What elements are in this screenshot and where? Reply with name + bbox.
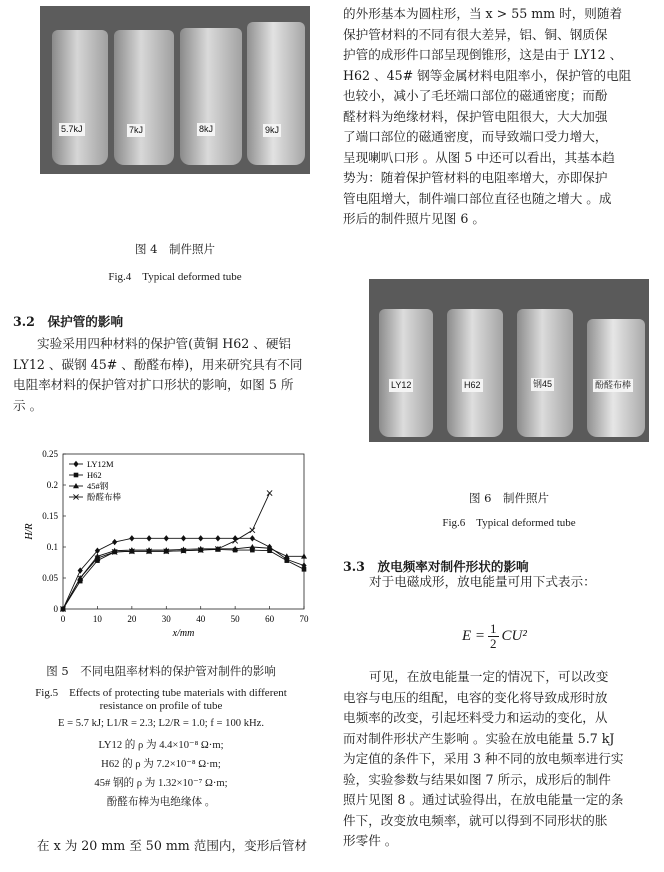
fig6-label-2: H62: [464, 380, 481, 390]
fig6-caption-en: Fig.6 Typical deformed tube: [442, 517, 576, 529]
sec32-line-2: LY12 、碳钢 45# 、酚醛布棒)，用来研究具有不同: [13, 356, 303, 372]
energy-formula: [462, 619, 527, 653]
formula-rhs: CU²: [501, 627, 527, 644]
sec32-line-4: 示 。: [13, 397, 43, 413]
rp1-line-4: H62 、45# 钢等金属材料电阻率小，保护管的电阻: [343, 67, 632, 83]
fig4-label-3: 8kJ: [199, 124, 214, 134]
rp1-line-9: 势为：随着保护管材料的电阻率增大，亦即保护: [343, 170, 608, 185]
rp1-line-7: 了端口部位的磁通密度，而导致端口受力增大，: [343, 129, 608, 144]
x-tick-label: 0: [60, 614, 66, 624]
legend-label-1: LY12M: [87, 459, 114, 469]
sec32-line-1: 实验采用四种材料的保护管(黄铜 H62 、硬铝: [37, 336, 292, 351]
legend-label-3: 45#钢: [87, 481, 109, 491]
sec32-line-3: 电阻率材料的保护管对扩口形状的影响，如图 5 所: [13, 377, 294, 392]
rp1-line-10: 管电阻增大，制件端口部位直径也随之增大 。成: [343, 190, 612, 206]
fig6-label-1: LY12: [391, 380, 412, 390]
rp1-line-1: 的外形基本为圆柱形，当 x > 55 mm 时，则随着: [343, 6, 623, 21]
rp1-line-8: 呈现喇叭口形 。从图 5 中还可以看出，其基本趋: [343, 149, 615, 165]
rp1-line-6: 醛材料为绝缘材料，保护管电阻很大，大大加强: [343, 108, 608, 124]
sec33-line-8: 件下，改变放电频率，就可以得到不同形状的胀: [343, 812, 608, 828]
fig4-label-4: 9kJ: [265, 125, 280, 135]
sec33-line-6: 验，实验参数与结果如图 7 所示，成形后的制件: [343, 771, 611, 787]
fig5-caption-en-1: Fig.5 Effects of protecting tube materials with different: [35, 687, 287, 699]
series-1-point: [164, 535, 169, 541]
sec33-line-3: 电频率的改变，引起坯料受力和运动的变化，从: [343, 710, 608, 725]
y-tick-label: 0.2: [46, 480, 58, 490]
y-axis-label: H/R: [24, 523, 35, 540]
x-axis-label: x/mm: [172, 628, 195, 639]
series-3-point: [249, 544, 255, 549]
legend-marker-1: [73, 461, 78, 467]
fig5-note-3: H62 的 ρ 为 7.2×10⁻⁸ Ω·m;: [101, 759, 221, 770]
fig6-label-3: 钢45: [533, 379, 553, 389]
y-tick-label: 0.05: [42, 573, 58, 583]
x-tick-label: 10: [92, 614, 102, 624]
formula-numerator: 1: [490, 620, 497, 636]
bottom-left-line: 在 x 为 20 mm 至 50 mm 范围内，变形后管材: [37, 838, 308, 853]
rp1-line-2: 保护管材料的不同有很大差异，铝、铜、钢质保: [343, 26, 608, 42]
rp1-line-11: 形后的制件照片见图 6 。: [343, 211, 485, 226]
tube-3: [180, 28, 242, 165]
tube-2: [114, 30, 174, 165]
rp1-line-5: 也较小，减小了毛坯端口部位的磁通密度；而酚: [343, 88, 608, 103]
x-tick-label: 40: [196, 614, 206, 624]
series-1-point: [112, 539, 117, 545]
y-tick-label: 0.25: [42, 449, 58, 459]
fig4-label-1: 5.7kJ: [61, 124, 83, 134]
section-3-3-body: [343, 667, 653, 852]
fig4-caption-en: Fig.4 Typical deformed tube: [108, 271, 242, 283]
tube-phenolic: [587, 319, 645, 437]
series-1-point: [129, 535, 134, 541]
series-2-point: [284, 558, 289, 563]
fig5-note-2: LY12 的 ρ 为 4.4×10⁻⁸ Ω·m;: [98, 740, 224, 751]
tube-4: [247, 22, 305, 165]
formula-fraction: [488, 622, 499, 651]
sec33-line-7: 照片见图 8 。通过试验得出，在放电能量一定的条: [343, 792, 624, 807]
fig5-note-5: 酚醛布棒为电绝缘体 。: [106, 797, 216, 808]
y-tick-label: 0.1: [46, 542, 58, 552]
y-tick-label: 0: [53, 604, 58, 614]
series-4-point: [250, 528, 255, 533]
tube-ly12: [379, 309, 433, 437]
fig4-caption-cn: 图 4 制件照片: [135, 242, 215, 256]
series-4-point: [267, 490, 272, 495]
legend-label-4: 酚醛布棒: [87, 492, 122, 502]
tube-1: [52, 30, 108, 165]
x-tick-label: 70: [299, 614, 309, 624]
legend-label-2: H62: [87, 470, 102, 480]
x-tick-label: 60: [265, 614, 275, 624]
fig5-chart: [20, 446, 320, 656]
fig6-caption-cn: 图 6 制件照片: [469, 491, 549, 505]
x-tick-label: 50: [230, 614, 240, 624]
fig5-caption-en-2: resistance on profile of tube: [99, 700, 223, 712]
series-1-point: [215, 535, 220, 541]
fig4-photo: [40, 6, 310, 174]
series-1-point: [181, 535, 186, 541]
rp1-line-3: 护管的成形件口部呈现倒锥形，这是由于 LY12 、: [343, 47, 623, 62]
series-2-point: [302, 567, 307, 572]
formula-lhs: E =: [462, 627, 486, 644]
fig5-caption-cn: 图 5 不同电阻率材料的保护管对制件的影响: [46, 664, 276, 678]
series-1-point: [198, 535, 203, 541]
fig5-note-1: E = 5.7 kJ; L1/R = 2.3; L2/R = 1.0; f = 100 kHz.: [57, 718, 265, 729]
y-tick-label: 0.15: [42, 511, 58, 521]
x-tick-label: 20: [127, 614, 137, 624]
sec33-line-5: 为定值的条件下，采用 3 种不同的放电频率进行实: [343, 751, 624, 766]
fig6-photo: [369, 279, 649, 442]
section-3-3-heading: 3.3 放电频率对制件形状的影响: [343, 559, 529, 574]
fig5-note-4: 45# 钢的 ρ 为 1.32×10⁻⁷ Ω·m;: [94, 778, 228, 789]
formula-denominator: 2: [490, 635, 497, 651]
x-tick-label: 30: [161, 614, 171, 624]
section-3-2-heading: 3.2 保护管的影响: [13, 314, 124, 329]
fig6-label-4: 酚醛布棒: [595, 380, 632, 390]
series-1-point: [250, 535, 255, 541]
right-para-1: [343, 4, 653, 230]
fig4-label-2: 7kJ: [129, 125, 144, 135]
tube-45: [517, 309, 573, 437]
series-1-point: [146, 535, 151, 541]
sec33-intro: 对于电磁成形，放电能量可用下式表示：: [369, 574, 596, 589]
sec33-line-1: 可见，在放电能量一定的情况下，可以改变: [369, 669, 609, 684]
sec33-line-4: 而对制件形状产生影响 。实验在放电能量 5.7 kJ: [343, 730, 615, 746]
sec33-line-2: 电容与电压的组配，电容的变化将导致成形时放: [343, 689, 608, 705]
legend-marker-2: [74, 473, 79, 478]
tube-h62: [447, 309, 503, 437]
section-3-2-body: [13, 334, 320, 416]
sec33-line-9: 形零件 。: [343, 833, 398, 848]
